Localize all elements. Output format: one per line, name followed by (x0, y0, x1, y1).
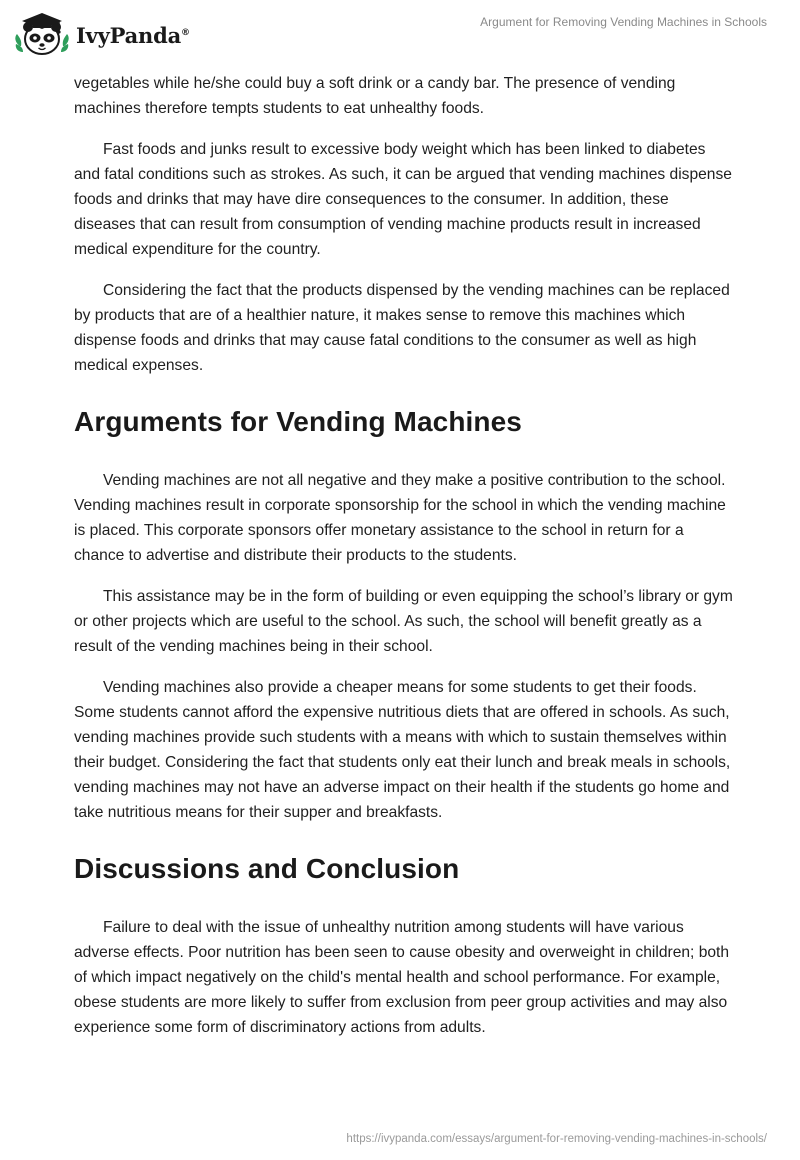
paragraph-continued: vegetables while he/she could buy a soft drink or a candy bar. The presence of vending machines therefore tempts students to eat unhealthy foods. (74, 75, 676, 117)
essay-body (74, 71, 734, 1056)
page-header (0, 0, 800, 70)
brand-name: IvyPanda® (76, 22, 190, 48)
section-heading-conclusion: Discussions and Conclusion (74, 853, 460, 884)
paragraph: Vending machines are not all negative and they make a positive contribution to the school. Vending machines result in corporate sponsorship for the school in which the vending machine is placed. This corporate sponsors offer monetary assistance to the school in return for a chance to advertise and distribute their products to the students. (74, 472, 726, 564)
paragraph: Considering the fact that the products dispensed by the vending machines can be replaced by products that are of a healthier nature, it makes sense to remove this machines which dispense foods and drinks that may cause fatal conditions to the consumer as well as high medical expenses. (74, 282, 730, 374)
document-title: Argument for Removing Vending Machines in Schools (480, 15, 767, 29)
ivypanda-logo[interactable] (14, 10, 190, 58)
paragraph: This assistance may be in the form of building or even equipping the school’s library or gym or other projects which are useful to the school. As such, the school will benefit greatly as a result of the vending machines being in their school. (74, 588, 733, 655)
section-heading-arguments-for: Arguments for Vending Machines (74, 406, 522, 437)
source-url-link[interactable]: https://ivypanda.com/essays/argument-for-removing-vending-machines-in-schools/ (346, 1133, 767, 1145)
paragraph: Vending machines also provide a cheaper means for some students to get their foods. Some students cannot afford the expensive nutritious diets that are offered in schools. As such, vending machines provide such students with a means with which to sustain themselves within their budget. Considering the fact that students only eat their lunch and break meals in schools, vending machines may not have an adverse impact on their health if the students go home and take nutritious means for their supper and breakfasts. (74, 679, 731, 821)
paragraph: Failure to deal with the issue of unhealthy nutrition among students will have various adverse effects. Poor nutrition has been seen to cause obesity and overweight in children; both of which impact negatively on the child's mental health and school performance. For example, obese students are more likely to suffer from exclusion from peer group activities and may also experience some form of discriminatory actions from adults. (74, 919, 730, 1036)
registered-mark: ® (181, 27, 190, 38)
panda-graduate-icon (14, 10, 70, 58)
paragraph: Fast foods and junks result to excessive body weight which has been linked to diabetes and fatal conditions such as strokes. As such, it can be argued that vending machines dispense foods and drinks that may have dire consequences to the consumer. In addition, these diseases that can result from consumption of vending machine products result in increased medical expenditure for the country. (74, 141, 732, 258)
